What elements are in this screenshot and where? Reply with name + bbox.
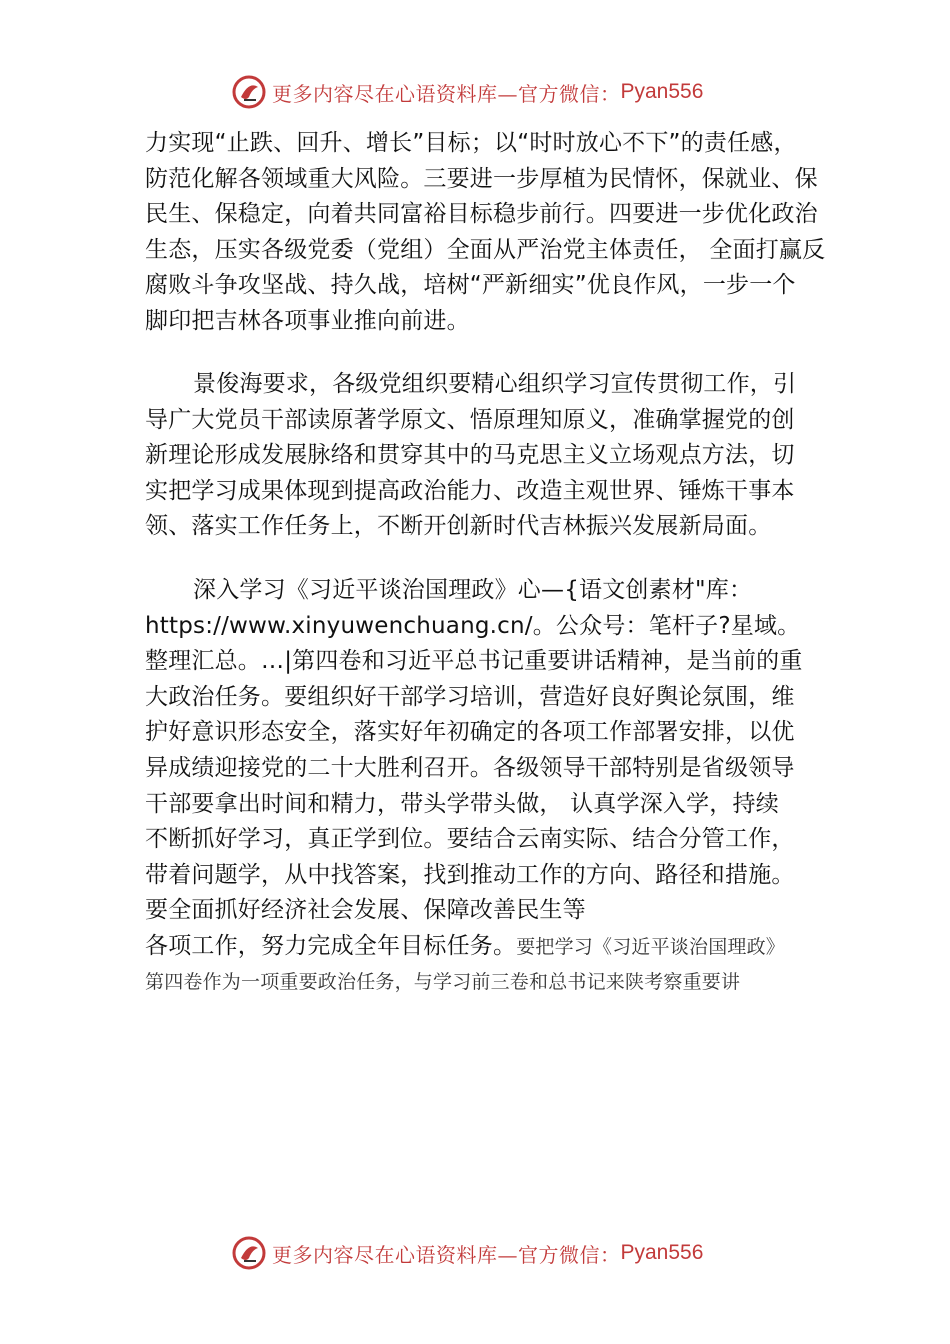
paragraph-line: 景俊海要求，各级党组织要精心组织学习宣传贯彻工作，引	[193, 371, 797, 397]
paragraph-line: 不断抓好学习，真正学到位。要结合云南实际、结合分管工作，	[145, 826, 795, 853]
paragraph-line-main: 各项工作，努力完成全年目标任务。	[145, 932, 517, 959]
paragraph-line: 领、落实工作任务上，不断开创新时代吉林振兴发展新局面。	[145, 513, 772, 540]
paragraph-line: 带着问题学，从中找答案，找到推动工作的方向、路径和措施。	[145, 861, 795, 888]
paragraph-line: 要全面抓好经济社会发展、保障改善民生等	[145, 897, 586, 924]
paragraph-line: https://www.xinyuwenchuang.cn/。公众号：笔杆子?星域。	[145, 612, 801, 639]
paragraph-line: 深入学习《习近平谈治国理政》心—{语文创素材"库：	[193, 577, 753, 603]
footer-banner-text: 更多内容尽在心语资料库—官方微信：	[272, 1242, 621, 1267]
paragraph-1	[145, 126, 835, 340]
paragraph-line: 防范化解各领域重大风险。三要进一步厚植为民情怀，保就业、保	[145, 165, 818, 192]
paragraph-line: 护好意识形态安全，落实好年初确定的各项工作部署安排，以优	[145, 719, 795, 746]
header-banner-text: 更多内容尽在心语资料库—官方微信：	[272, 81, 621, 106]
paragraph-line: 异成绩迎接党的二十大胜利召开。各级领导干部特别是省级领导	[145, 754, 795, 781]
paragraph-2	[145, 367, 835, 545]
paragraph-line: 腐败斗争攻坚战、持久战，培树“严新细实”优良作风，一步一个	[145, 272, 796, 299]
paragraph-line: 生态，压实各级党委（党组）全面从严治党主体责任， 全面打赢反	[145, 236, 826, 263]
brand-logo-icon	[232, 1236, 266, 1270]
brand-logo-icon	[232, 75, 266, 109]
paragraph-mixed-line	[145, 929, 835, 965]
header-wechat-id: Pyan556	[620, 80, 704, 103]
paragraph-line: 新理论形成发展脉络和贯穿其中的马克思主义立场观点方法，切	[145, 442, 795, 469]
paragraph-line: 脚印把吉林各项事业推向前进。	[145, 307, 470, 334]
header-banner	[232, 72, 703, 112]
paragraph-serif-line: 第四卷作为一项重要政治任务，与学习前三卷和总书记来陕考察重要讲	[145, 970, 741, 993]
footer-banner	[232, 1233, 703, 1273]
paragraph-line: 干部要拿出时间和精力，带头学带头做， 认真学深入学，持续	[145, 790, 779, 817]
paragraph-line-serif-tail: 要把学习《习近平谈治国理政》	[516, 935, 786, 958]
footer-wechat-id: Pyan556	[620, 1241, 704, 1264]
paragraph-line: 民生、保稳定，向着共同富裕目标稳步前行。四要进一步优化政治	[145, 201, 818, 228]
paragraph-3	[145, 573, 835, 1000]
paragraph-line: 整理汇总。…|第四卷和习近平总书记重要讲话精神，是当前的重	[145, 648, 803, 675]
paragraph-line: 导广大党员干部读原著学原文、悟原理知原义，准确掌握党的创	[145, 406, 795, 433]
paragraph-line: 力实现“止跌、回升、增长”目标；以“时时放心不下”的责任感，	[145, 130, 797, 156]
paragraph-line: 大政治任务。要组织好干部学习培训，营造好良好舆论氛围，维	[145, 683, 795, 710]
paragraph-line: 实把学习成果体现到提高政治能力、改造主观世界、锤炼干事本	[145, 477, 795, 504]
